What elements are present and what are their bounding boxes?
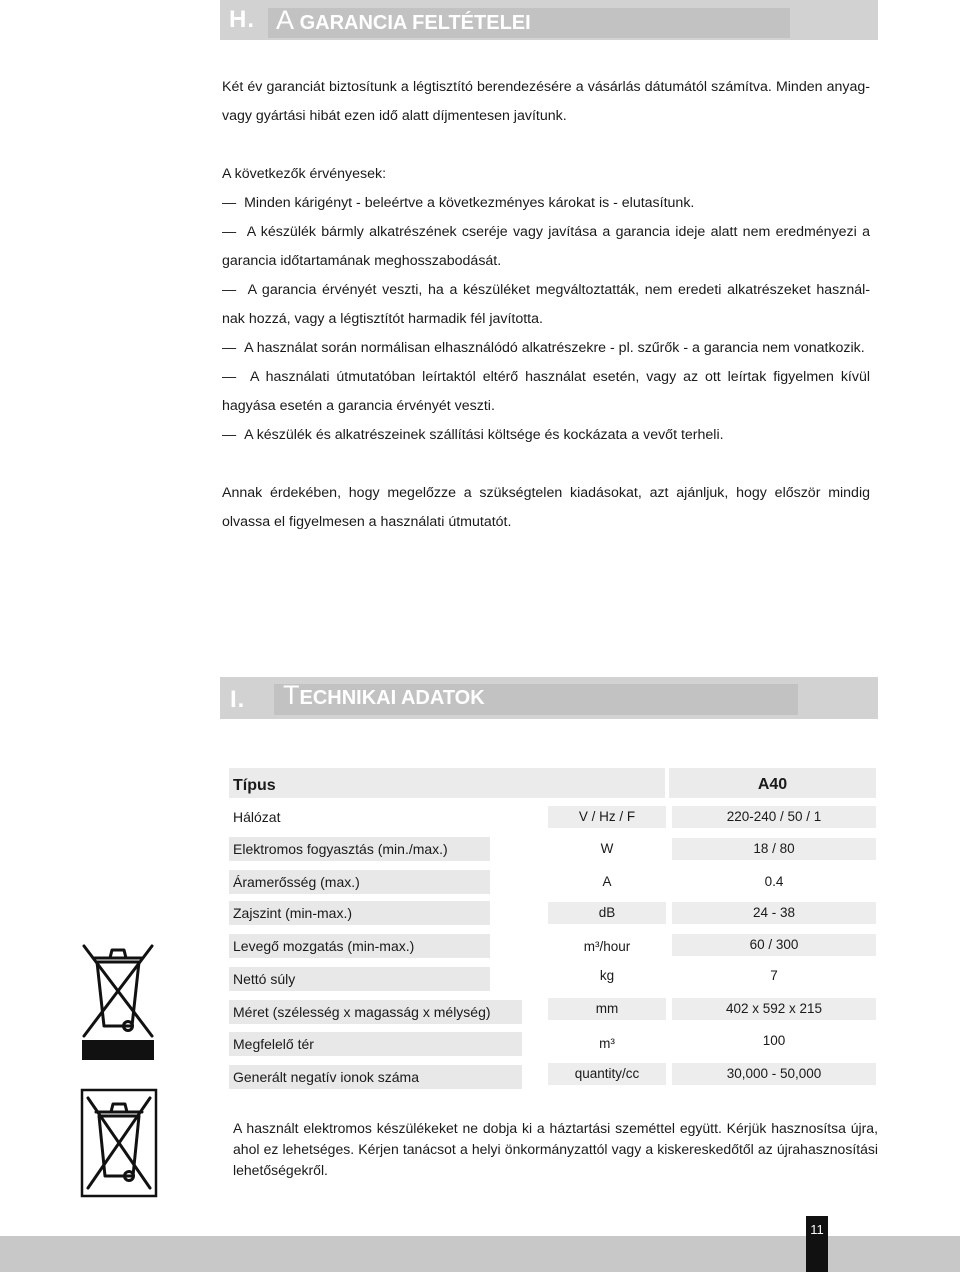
table-row-value: 220-240 / 50 / 1 (672, 806, 876, 828)
table-row-label: Méret (szélesség x magasság x mélység) (229, 1000, 522, 1024)
table-row-label: Áramerősség (max.) (229, 870, 490, 894)
warranty-valid-heading: A következők érvényesek: (222, 166, 387, 182)
table-row-unit: m³/hour (583, 939, 631, 954)
table-row-unit: quantity/cc (548, 1063, 666, 1085)
table-row-unit: dB (548, 902, 666, 924)
section-h-title-rest: GARANCIA FELTÉTELEI (299, 12, 531, 34)
page-number: 11 (806, 1216, 828, 1272)
dash-mark: — (222, 195, 237, 211)
warranty-item-text: A garancia érvényét veszti, ha a készüléket megváltoztatták, nem eredeti alkatrészeket használ-nak hozzá, vagy a légtisztítót harmadik fél javította. (222, 282, 870, 327)
table-header-model: A40 (757, 776, 788, 793)
table-row-label: Elektromos fogyasztás (min./max.) (229, 837, 490, 861)
warranty-intro: Két év garanciát biztosítunk a légtisztító berendezésére a vásárlás dátumától számítva. Minden anyag- vagy gyártási hibát ezen idő alatt díjmentesen javítunk. (222, 79, 870, 124)
dash-mark: — (222, 282, 237, 298)
warranty-item-3 (222, 276, 870, 334)
warranty-item-5 (222, 363, 870, 421)
table-row-value: 18 / 80 (672, 838, 876, 860)
table-row-value: 30,000 - 50,000 (672, 1063, 876, 1085)
warranty-closing: Annak érdekében, hogy megelőzze a szükségtelen kiadásokat, azt ajánljuk, hogy először mindig olvassa el figyelmesen a használati útmutatót. (222, 485, 870, 530)
table-row-unit: A (602, 874, 612, 889)
section-h-title (276, 5, 531, 36)
table-row-label: Generált negatív ionok száma (229, 1065, 522, 1089)
section-h-letter: H. (229, 6, 255, 33)
table-row-label: Megfelelő tér (229, 1032, 522, 1056)
section-i-title (283, 680, 485, 711)
table-row-unit: kg (599, 968, 615, 983)
dash-mark: — (222, 369, 237, 385)
table-row-label: Hálózat (233, 809, 281, 825)
table-row-value: 7 (770, 968, 778, 983)
table-row-label: Levegő mozgatás (min-max.) (229, 934, 490, 958)
table-header-label-cell (229, 768, 665, 798)
table-row-unit: mm (548, 998, 666, 1020)
warranty-item-text: A használati útmutatóban leírtaktól eltérő használat esetén, vagy az ott leírtak figyelmen kívül hagyása esetén a garancia érvényét veszti. (222, 369, 871, 414)
table-row-unit: W (600, 841, 614, 856)
dash-mark: — (222, 224, 237, 240)
warranty-item-2 (222, 218, 870, 276)
crossed-bin-icon (80, 940, 156, 1060)
section-i-letter: I. (230, 686, 246, 713)
table-row-label: Nettó súly (229, 967, 490, 991)
warranty-item-text: Minden kárigényt - beleértve a következményes károkat is - elutasítunk. (244, 195, 695, 211)
table-row-unit: m³ (599, 1036, 615, 1051)
dash-mark: — (222, 427, 237, 443)
section-h-title-initial: A (276, 5, 295, 35)
warranty-item-text: A készülék bármly alkatrészének cseréje vagy javítása a garancia ideje alatt nem eredményezi a garancia időtartamának meghosszabodását. (222, 224, 870, 269)
table-row-value: 24 - 38 (672, 902, 876, 924)
warranty-item-4 (222, 334, 870, 363)
table-row-unit: V / Hz / F (548, 806, 666, 828)
warranty-item-1 (222, 189, 870, 218)
table-row-value: 100 (762, 1033, 786, 1048)
table-row-label: Zajszint (min-max.) (229, 901, 490, 925)
table-header-label: Típus (233, 777, 276, 794)
section-i-title-rest: ECHNIKAI ADATOK (299, 687, 485, 709)
table-row-value: 60 / 300 (672, 934, 876, 956)
table-row-value: 402 x 592 x 215 (672, 998, 876, 1020)
disposal-note: A használt elektromos készülékeket ne dobja ki a háztartási szeméttel együtt. Kérjük hasznosítsa újra, ahol ez lehetséges. Kérjen tanácsot a helyi önkormányzattól vagy a kiskereskedőtől az újrahasznosítási lehetőségekről. (233, 1120, 878, 1178)
crossed-bin-icon (80, 1088, 158, 1198)
warranty-item-6 (222, 421, 870, 450)
warranty-item-text: A készülék és alkatrészeinek szállítási költsége és kockázata a vevőt terheli. (244, 427, 724, 443)
section-i-title-initial: T (283, 680, 300, 710)
table-row-value: 0.4 (764, 874, 784, 889)
warranty-item-text: A használat során normálisan elhasználódó alkatrészekre - pl. szűrők - a garancia nem vonatkozik. (244, 340, 865, 356)
dash-mark: — (222, 340, 237, 356)
